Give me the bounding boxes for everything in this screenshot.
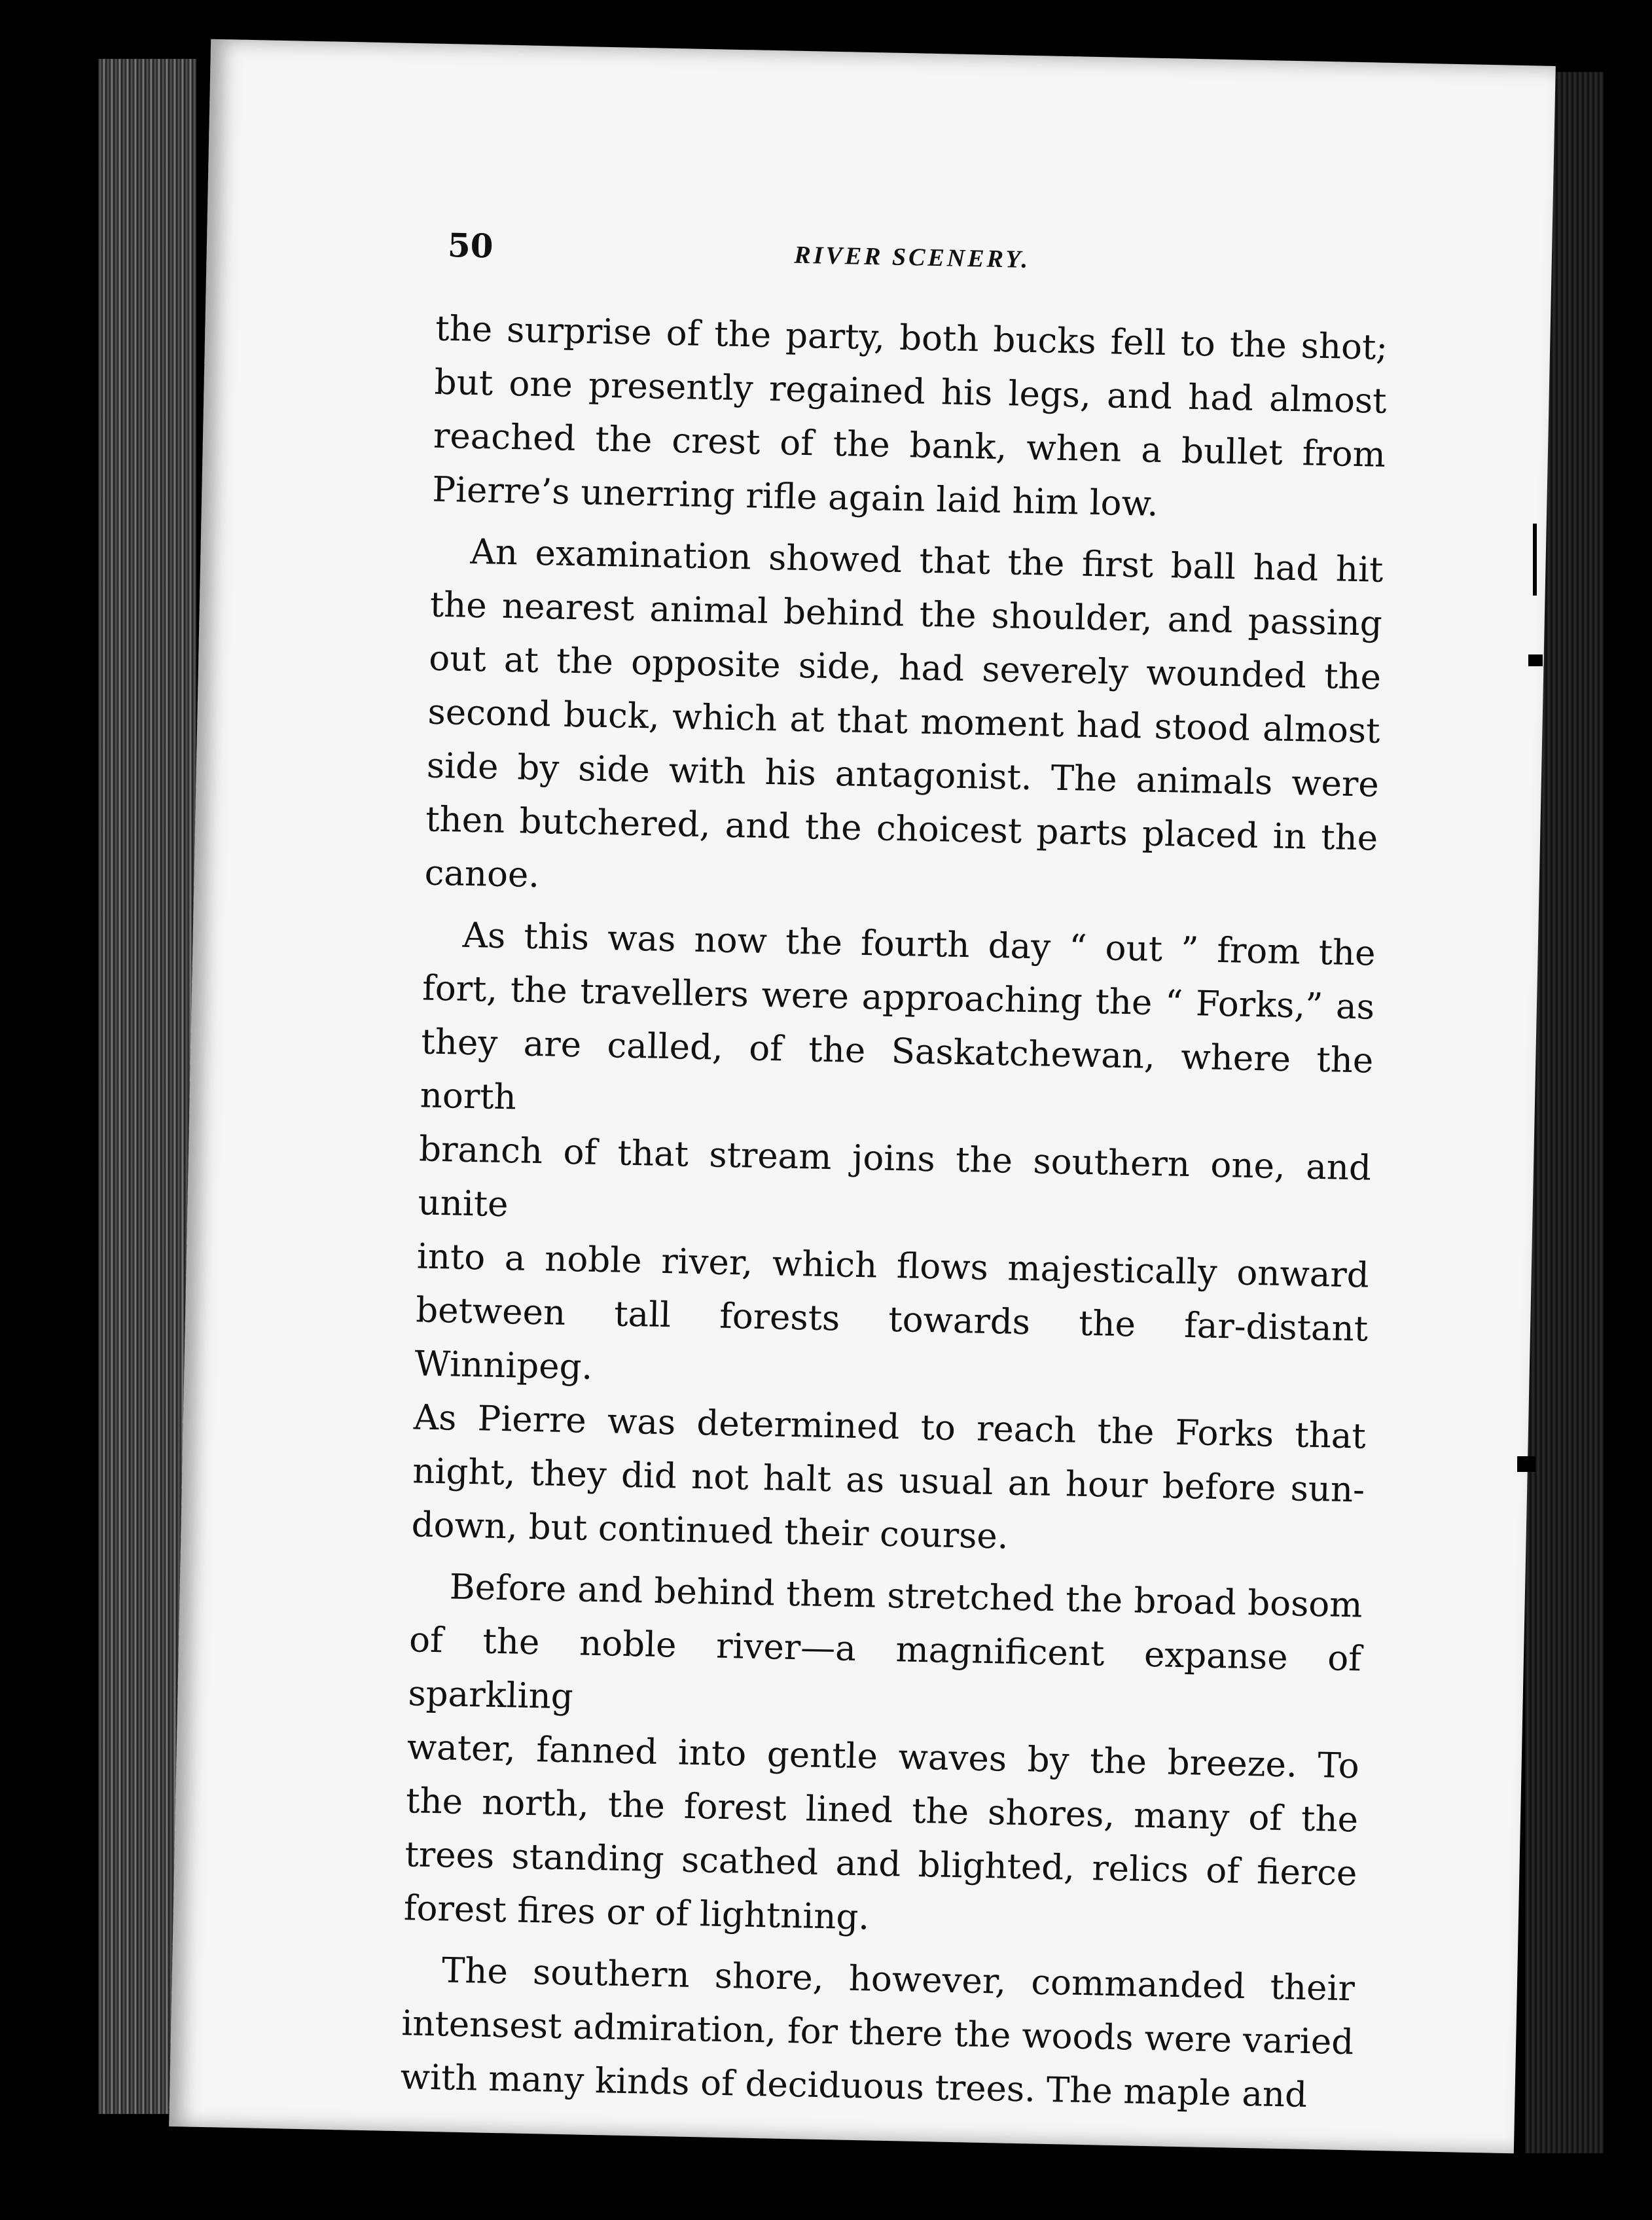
text-line: reached the crest of the bank, when a bullet from <box>433 416 1386 475</box>
text-line: they are called, of the Saskatchewan, where the north <box>420 1022 1374 1118</box>
text-line: but one presently regained his legs, and had almost <box>434 362 1388 421</box>
scan-mark <box>1533 524 1537 596</box>
paragraph <box>403 1560 1363 1954</box>
text-line: canoe. <box>424 853 540 896</box>
paragraph <box>424 525 1384 920</box>
text-line: trees standing scathed and blighted, relics of fierce <box>404 1835 1357 1894</box>
text-line: then butchered, and the choicest parts placed in the <box>425 799 1378 859</box>
text-line: the surprise of the party, both bucks fell to the shot; <box>435 308 1388 368</box>
paragraph <box>432 302 1388 536</box>
text-line: Before and behind them stretched the broad bosom <box>449 1567 1363 1626</box>
text-line: second buck, which at that moment had stood almost <box>427 692 1380 751</box>
text-line: An examination showed that the first ball had hit <box>469 531 1384 590</box>
text-line: night, they did not halt as usual an hour before sun- <box>412 1451 1365 1511</box>
text-line: side by side with his antagonist. The animals were <box>426 745 1380 805</box>
text-line: fort, the travellers were approaching the “ Forks,” as <box>422 968 1375 1028</box>
text-line: into a noble river, which flows majestically onward <box>416 1236 1370 1296</box>
page-sheet <box>169 39 1556 2154</box>
text-line: The southern shore, however, commanded their <box>441 1950 1356 2009</box>
text-line: the nearest animal behind the shoulder, and passing <box>429 584 1383 644</box>
text-line: between tall forests towards the far-distant Winnipeg. <box>414 1290 1369 1388</box>
page-number: 50 <box>447 226 494 266</box>
text-line: forest fires or of lightning. <box>403 1888 870 1938</box>
running-title: RIVER SCENERY. <box>793 241 1031 274</box>
scan-mark <box>1528 654 1543 666</box>
paragraph <box>411 908 1376 1571</box>
text-line: As this was now the fourth day “ out ” from the <box>462 915 1376 974</box>
text-line: branch of that stream joins the southern one, and unite <box>417 1129 1372 1225</box>
text-line: water, fanned into gentle waves by the breeze. To <box>406 1727 1360 1787</box>
running-head <box>447 226 1377 296</box>
text-line: As Pierre was determined to reach the Forks that <box>413 1397 1367 1457</box>
text-line: Pierre’s unerring rifle again laid him low. <box>431 469 1159 524</box>
text-line: of the noble river—a magnificent expanse of sparkling <box>407 1620 1362 1717</box>
text-line: intensest admiration, for there the woods were varied <box>401 2003 1354 2063</box>
text-line: down, but continued their course. <box>411 1505 1009 1557</box>
text-line: out at the opposite side, had severely wounded the <box>428 638 1382 698</box>
text-line: with many kinds of deciduous trees. The maple and <box>400 2057 1308 2115</box>
text-line: the north, the forest lined the shores, many of the <box>405 1781 1359 1840</box>
scan-mark <box>1517 1456 1535 1472</box>
paragraph <box>400 1943 1356 2123</box>
body-text <box>400 302 1388 2124</box>
